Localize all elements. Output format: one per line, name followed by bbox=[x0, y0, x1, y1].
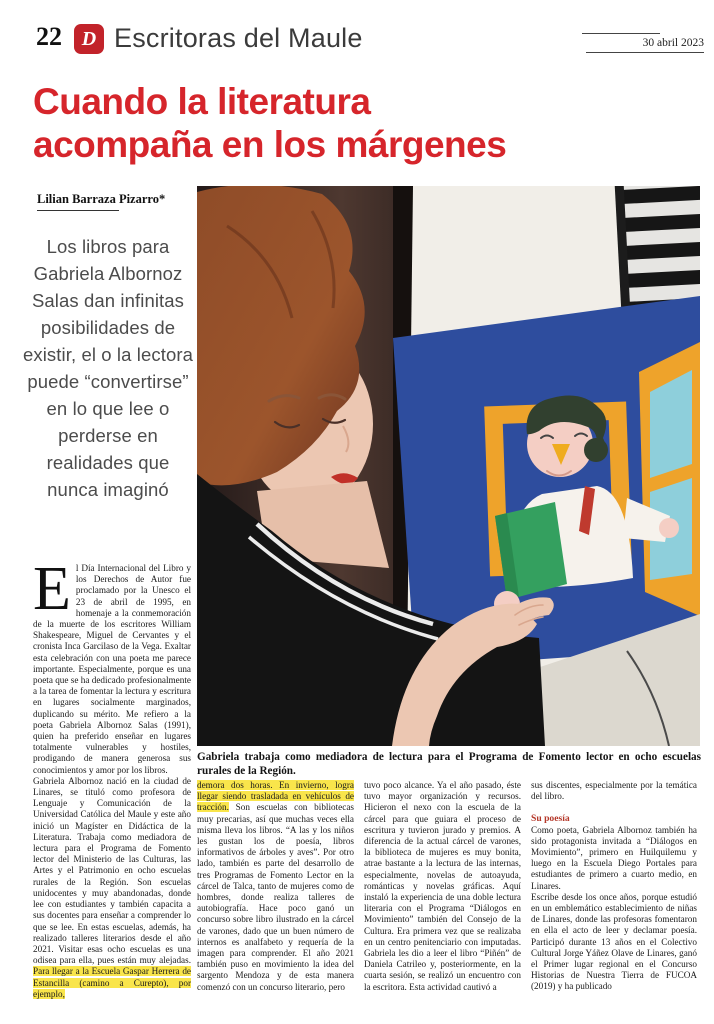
paragraph bbox=[33, 776, 191, 1000]
paragraph-text: Son escuelas con bibliotecas muy precarias, así que muchas veces ella misma lleva los libros. “A las y los niños les gustan los de poesía, libros informativos de árboles y aves”. Por otro lado, también es parte del desarrollo de tres Programas de Fomento Lector en la cárcel de Talca, tanto de mujeres como de hombres, donde realiza talleres de autobiografía. Hace poco ganó un concurso sobre libro ilustrado en la cárcel de varones, dado que un buen número de internos es analfabeto y requería de la imagen para comprender. El año 2021 también puso en movimiento la idea del sargento Mendoza y de esta manera comenzó con un concurso literario, pero bbox=[197, 802, 354, 992]
article-column-2 bbox=[197, 780, 354, 1018]
paragraph-text: Como poeta, Gabriela Albornoz también ha sido protagonista invitada a “Diálogos en Movimiento”, primero en Huilquilemu y luego en la Escuela Diego Portales para estudiantes de primero a cuarto medio, en Linares. bbox=[531, 824, 697, 891]
paragraph bbox=[531, 825, 697, 892]
photo-illustration bbox=[197, 186, 700, 746]
paragraph-text: Escribe desde los once años, porque estudió en un emblemático establecimiento de niñas de Linares, donde las profesoras fomentaron en ella el acto de leer y declamar poesía. Participó durante 13 años en el Colectivo Cultural Jorge Yáñez Olave de Linares, ganó el Primer lugar regional en el Concurso Historias de Nuestra Tierra de FUCOA (2019) y ha publicado bbox=[531, 891, 697, 992]
article-column-1 bbox=[33, 563, 191, 1015]
article-photo bbox=[197, 186, 700, 746]
paragraph bbox=[364, 780, 521, 993]
article-column-3 bbox=[364, 780, 521, 1018]
paragraph bbox=[531, 892, 697, 993]
byline-rule bbox=[37, 210, 119, 211]
paragraph-text: Gabriela Albornoz nació en la ciudad de Linares, se tituló como profesora de Lenguaje y Comunicación de la Universidad Católica del Maule y este año inició un Magíster en Didáctica de la Literatura. Trabaja como mediadora de lectura para el Programa de Fomento lector del Ministerio de las Culturas, las Artes y el Patrimonio en ocho escuelas rurales de la Región. Son escuelas unidocentes y muy abandonadas, donde lee con estudiantes y también capacita a sus docentes para enseñar a comprender lo que se lee. En estas escuelas, además, ha realizado talleres literarios desde el año 2021. Visitar esas ocho escuelas es una odisea para ella, pues están muy alejadas. bbox=[33, 775, 191, 966]
paragraph-text: l Día Internacional del Libro y los Derechos de Autor fue proclamado por la Unesco el 23 de abril de 1995, en homenaje a la conmemoración de la muerte de los escritores William Shakespeare, Miguel de Cervantes y el cronista Inca Garcilaso de la Vega. Exaltar esta celebración con una poeta me parece importante. Especialmente, porque es una poeta que se ha dedicado profesionalmente a la tarea de fomentar la lectura y escritura en lugares socialmente marginados, duplicando su mérito. Me refiero a la poeta Gabriela Albornoz Salas (1991), quien ha preferido enseñar en lugares totalmente vulnerables y hostiles, prodigando de manera generosa sus conocimientos y amor por los libros. bbox=[33, 563, 191, 775]
article-column-4 bbox=[531, 780, 697, 1018]
date-rule-bottom bbox=[586, 52, 704, 53]
highlighted-text: demora dos horas. En invierno, logra llegar siendo trasladada en vehículos de tracción. bbox=[197, 780, 354, 813]
issue-date: 30 abril 2023 bbox=[642, 37, 704, 49]
paragraph-text: tuvo poco alcance. Ya el año pasado, éste tuvo mayor organización y recursos. Hicieron el nexo con la escuela de la cárcel para que guiara el proceso de escritura y tuvieron jurado y premios. A diferencia de la actual cárcel de varones, la biblioteca de mujeres es muy bonita, atrae bastante a la lectura de las internas, especialmente, novelas de autoayuda, románticas y novelas gráficas. Aquí instaló la experiencia de una doble lectura literaria con el Programa “Diálogos en Movimiento” también del Consejo de la Cultura. Era primera vez que se realizaba en un centro penitenciario con imputadas. Gabriela les dio a leer el libro “Piñén” de Daniela Catrileo y, posteriormente, en la cuarta sesión, se realizó un encuentro con la escritora. Esta actividad cautivó a bbox=[364, 780, 521, 992]
headline-line-2: acompaña en los márgenes bbox=[33, 124, 507, 165]
paragraph bbox=[197, 780, 354, 993]
highlighted-text: Para llegar a la Escuela Gaspar Herrera de Estancilla (camino a Curepto), por ejemplo, bbox=[33, 966, 191, 999]
drop-cap: E bbox=[33, 563, 71, 623]
page-number: 22 bbox=[36, 22, 62, 51]
date-block bbox=[582, 33, 704, 53]
paragraph bbox=[33, 563, 191, 776]
paragraph bbox=[531, 780, 697, 802]
logo-letter-icon: D bbox=[81, 28, 97, 50]
section-title: Escritoras del Maule bbox=[114, 23, 363, 53]
article-headline bbox=[33, 80, 703, 166]
paragraph-text: sus discentes, especialmente por la temática del libro. bbox=[531, 780, 697, 802]
newspaper-logo bbox=[74, 24, 104, 54]
headline-line-1: Cuando la literatura bbox=[33, 81, 371, 122]
byline: Lilian Barraza Pizarro* bbox=[37, 192, 166, 206]
section-subhead: Su poesía bbox=[531, 813, 570, 825]
photo-caption: Gabriela trabaja como mediadora de lectura para el Programa de Fomento lector en ocho escuelas rurales de la Región. bbox=[197, 751, 701, 777]
pull-quote: Los libros para Gabriela Albornoz Salas dan infinitas posibilidades de existir, el o la lectora puede “convertirse” en lo que lee o perderse en realidades que nunca imaginó bbox=[22, 236, 193, 500]
date-rule-top bbox=[582, 33, 660, 34]
